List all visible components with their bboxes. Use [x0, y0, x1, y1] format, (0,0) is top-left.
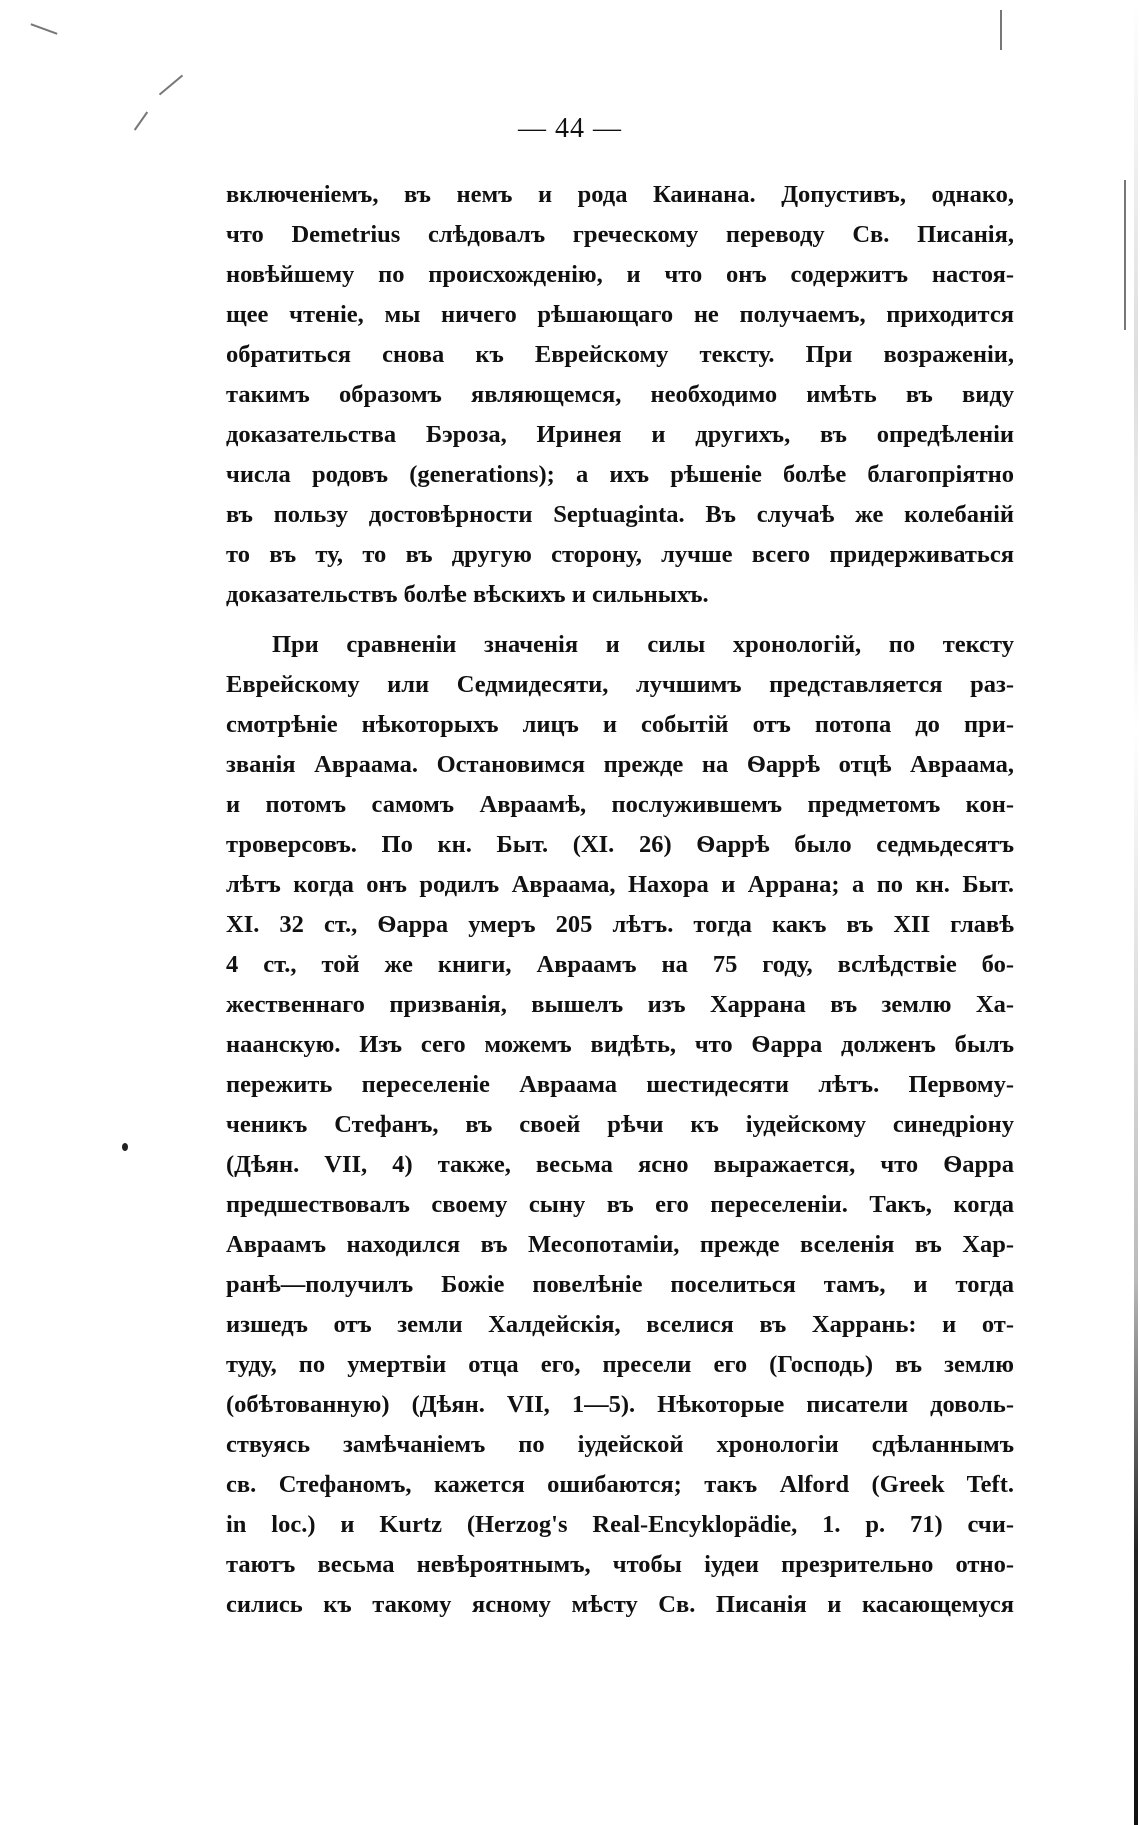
text-line: таютъ весьма невѣроятнымъ, чтобы іудеи презрительно отно-: [226, 1551, 1014, 1578]
text-line: пережить переселеніе Авраама шестидесяти лѣтъ. Первому-: [226, 1071, 1014, 1098]
text-line: жественнаго призванія, вышелъ изъ Харрана въ землю Ха-: [226, 991, 1014, 1018]
scan-mark: [31, 23, 58, 34]
text-line: наанскую. Изъ сего можемъ видѣть, что Ѳарра долженъ былъ: [226, 1031, 1014, 1058]
scan-edge: [1134, 0, 1138, 1825]
text-line: доказательства Бэроза, Иринея и другихъ, въ опредѣленіи: [226, 421, 1014, 448]
text-line: щее чтеніе, мы ничего рѣшающаго не получаемъ, приходится: [226, 301, 1014, 328]
text-line: ствуясь замѣчаніемъ по іудейской хронологіи сдѣланнымъ: [226, 1431, 1014, 1458]
text-line: и потомъ самомъ Авраамѣ, послужившемъ предметомъ кон-: [226, 791, 1014, 818]
text-line: троверсовъ. По кн. Быт. (XI. 26) Ѳаррѣ было седмьдесятъ: [226, 831, 1014, 858]
text-line: новѣйшему по происхожденію, и что онъ содержитъ настоя-: [226, 261, 1014, 288]
text-line: XI. 32 ст., Ѳарра умеръ 205 лѣтъ. тогда какъ въ XII главѣ: [226, 911, 1014, 938]
text-line: 4 ст., той же книги, Авраамъ на 75 году, вслѣдствіе бо-: [226, 951, 1014, 978]
paragraph-1: [226, 175, 1014, 615]
text-line: включеніемъ, въ немъ и рода Каинана. Допустивъ, однако,: [226, 181, 1014, 208]
text-line: званія Авраама. Остановимся прежде на Ѳаррѣ отцѣ Авраама,: [226, 751, 1014, 778]
text-line: При сравненіи значенія и силы хронологій, по тексту: [272, 631, 1014, 658]
text-line: лѣтъ когда онъ родилъ Авраама, Нахора и Аррана; а по кн. Быт.: [226, 871, 1014, 898]
text-line: туду, по умертвіи отца его, пресели его (Господь) въ землю: [226, 1351, 1014, 1378]
text-line: предшествовалъ своему сыну въ его переселеніи. Такъ, когда: [226, 1191, 1014, 1218]
text-line: то въ ту, то въ другую сторону, лучше всего придерживаться: [226, 541, 1014, 568]
text-line: (обѣтованную) (Дѣян. VII, 1—5). Нѣкоторые писатели доволь-: [226, 1391, 1014, 1418]
text-line: числа родовъ (generations); а ихъ рѣшеніе болѣе благопріятно: [226, 461, 1014, 488]
text-line: обратиться снова къ Еврейскому тексту. При возраженіи,: [226, 341, 1014, 368]
text-line: Авраамъ находился въ Месопотаміи, прежде вселенія въ Хар-: [226, 1231, 1014, 1258]
text-line: смотрѣніе нѣкоторыхъ лицъ и событій отъ потопа до при-: [226, 711, 1014, 738]
text-line: ченикъ Стефанъ, въ своей рѣчи къ іудейскому синедріону: [226, 1111, 1014, 1138]
text-line: ранѣ—получилъ Божіе повелѣніе поселиться тамъ, и тогда: [226, 1271, 1014, 1298]
scan-mark: [122, 1143, 128, 1151]
text-line: сились къ такому ясному мѣсту Св. Писанія и касающемуся: [226, 1591, 1014, 1618]
scan-mark: [1000, 10, 1002, 50]
scan-mark: [1124, 180, 1126, 330]
body-text: [226, 175, 1014, 1625]
text-line: Еврейскому или Седмидесяти, лучшимъ представляется раз-: [226, 671, 1014, 698]
text-line: in loc.) и Kurtz (Herzog's Real-Encyklopädie, 1. p. 71) счи-: [226, 1511, 1014, 1538]
text-line: доказательствъ болѣе вѣскихъ и сильныхъ.: [226, 581, 709, 608]
text-line: изшедъ отъ земли Халдейскія, вселися въ Харрань: и от-: [226, 1311, 1014, 1338]
text-line: что Demetrius слѣдовалъ греческому переводу Св. Писанія,: [226, 221, 1014, 248]
text-line: (Дѣян. VII, 4) также, весьма ясно выражается, что Ѳарра: [226, 1151, 1014, 1178]
page-number: — 44 —: [518, 113, 622, 144]
text-line: св. Стефаномъ, кажется ошибаются; такъ Alford (Greek Teft.: [226, 1471, 1014, 1498]
text-line: въ пользу достовѣрности Septuaginta. Въ случаѣ же колебаній: [226, 501, 1014, 528]
text-line: такимъ образомъ являющемся, необходимо имѣть въ виду: [226, 381, 1014, 408]
paragraph-2: [226, 625, 1014, 1625]
scan-mark: [159, 75, 183, 96]
